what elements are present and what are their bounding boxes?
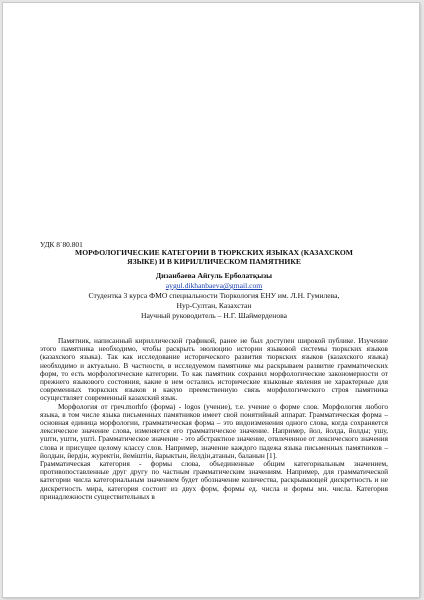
author-email-link[interactable]: aygul.dikhanbaeva@gmail.com	[165, 281, 263, 290]
document-page	[3, 3, 419, 597]
affiliation-line-2: Нур-Султан, Казахстан	[176, 301, 252, 310]
author-name: Дизанбаева Айгуль Ерболатқызы	[155, 271, 273, 280]
supervisor-line: Научный руководитель – Н.Г. Шаймерденова	[140, 311, 287, 320]
paragraph-1: Памятник, написанный кириллической графикой, ранее не был доступен широкой публике. Изучение этого памятника необходимо, чтобы раскрыть эволюцию истории языковой системы тюркских языков (казахского языка). Так как исследование исторического развития тюркских языков (казахского языка) необходимо и актуально. В частности, в исследуемом памятнике мы раскрываем развитие грамматических форм, то есть морфологические категории. То как памятник сохранил морфологические закономерности от прежнего языкового состояния, какие в нем остались исторические языковые явления не характерные для современных тюркских языков и какую преемственную связь морфологического строя памятника осуществляет современный казахский язык.	[40, 336, 388, 403]
article-title	[40, 248, 388, 266]
udc-code: УДК 8`80.801	[40, 240, 83, 249]
paragraph-2: Морфология от греч.morhfo (форма) - logos (учение), т.е. учение о форме слов. Морфология любого языка, в том числе языка письменных памятников имеет свой понятийный аппарат. Грамматическая форма – основная единица морфологии, грамматическая форма – это видоизменения одного слова, когда сохраняется лексическое значение слова, изменяется его грамматическое значение. Например, йол, йолда, йолды; ушу, ушти, ушти, ушті. Грамматическое значение - это абстрактное значение, отвлеченное от лексического значения слова и присущее целому классу слов. Например, значение каждого падежа языка письменных памятников – йолдын, йердін, журектін, йеміштін, йарыктын, йелдін,атанын, баланын [1].	[40, 401, 388, 460]
article-body	[40, 337, 388, 501]
title-line-2: ЯЗЫКЕ) И В КИРИЛЛИЧЕСКОМ ПАМЯТНИКЕ	[127, 257, 301, 266]
paragraph-3: Грамматическая категория - формы слова, объединенные общим категориальным значением, противопоставленные друг другу по частным грамматическим значениям. Например, для грамматической категории числа категориальным значением будет обозначение количества, раскрывающей дискретность и не дискретность мира, категория состоит из двух форм, формы ед. числа и формы мн. числа. Категория принадлежности существительных в	[40, 459, 388, 501]
title-line-1: МОРФОЛОГИЧЕСКИЕ КАТЕГОРИИ В ТЮРКСКИХ ЯЗЫКАХ (КАЗАХСКОМ	[75, 248, 353, 257]
author-block	[40, 271, 388, 321]
affiliation-line-1: Студентка 3 курса ФМО специальности Тюркология ЕНУ им. Л.Н. Гумилева,	[88, 291, 340, 300]
